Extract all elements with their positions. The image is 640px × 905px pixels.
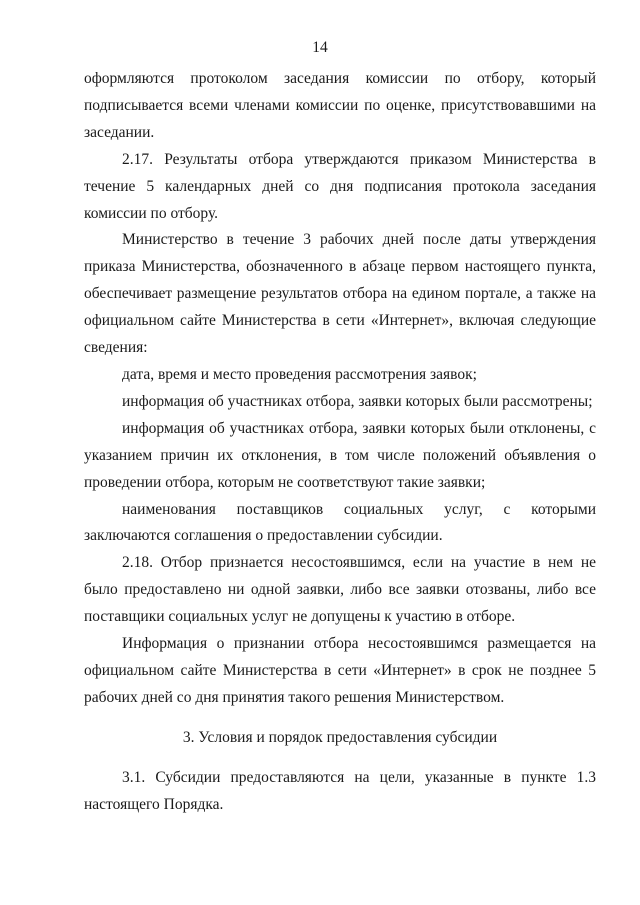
list-item-suppliers: наименования поставщиков социальных услуг, с которыми заключаются соглашения о предоставлении субсидии.: [84, 500, 596, 545]
document-body: [84, 66, 596, 818]
paragraph-continuation: оформляются протоколом заседания комиссии по отбору, который подписывается всеми членами комиссии по оценке, присутствовавшими на заседании.: [84, 70, 596, 141]
paragraph-3-1: 3.1. Субсидии предоставляются на цели, указанные в пункте 1.3 настоящего Порядка.: [84, 768, 596, 813]
paragraph-2-17: 2.17. Результаты отбора утверждаются приказом Министерства в течение 5 календарных дней со дня подписания протокола заседания комиссии по отбору.: [84, 150, 596, 222]
paragraph-ministry-publication: Министерство в течение 3 рабочих дней после даты утверждения приказа Министерства, обозначенного в абзаце первом настоящего пункта, обеспечивает размещение результатов отбора на едином портале, а также на официальном сайте Министерства в сети «Интернет», включая следующие сведения:: [84, 231, 596, 357]
list-item-review-date: дата, время и место проведения рассмотрения заявок;: [122, 365, 477, 383]
section-heading-3: 3. Условия и порядок предоставления субсидии: [182, 728, 498, 746]
list-item-rejected-participants: информация об участниках отбора, заявки которых были отклонены, с указанием причин их отклонения, в том числе положений объявления о проведении отбора, которым не соответствуют такие заявки;: [84, 419, 596, 491]
page-number: 14: [312, 39, 328, 56]
paragraph-2-18: 2.18. Отбор признается несостоявшимся, если на участие в нем не было предоставлено ни одной заявки, либо все заявки отозваны, либо все поставщики социальных услуг не допущены к участию в отборе.: [84, 554, 596, 626]
list-item-reviewed-participants: информация об участниках отбора, заявки которых были рассмотрены;: [122, 392, 593, 410]
paragraph-failed-selection-info: Информация о признании отбора несостоявшимся размещается на официальном сайте Министерства в сети «Интернет» в срок не позднее 5 рабочих дней со дня принятия такого решения Министерством.: [84, 635, 596, 706]
